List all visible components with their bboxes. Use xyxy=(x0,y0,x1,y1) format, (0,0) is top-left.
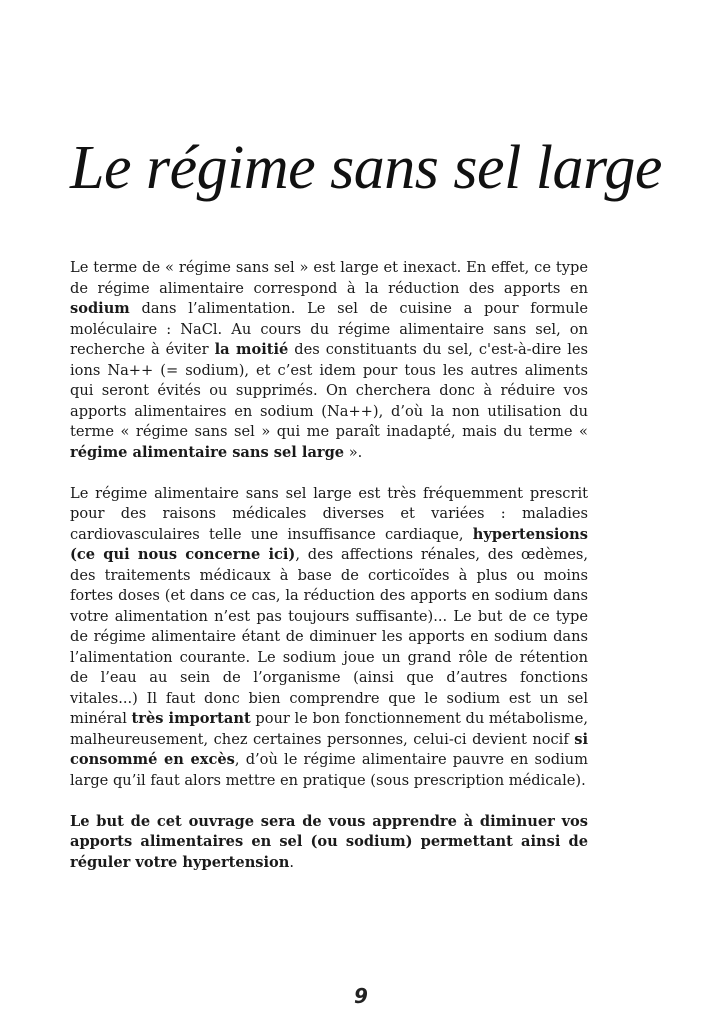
body-text xyxy=(70,258,588,894)
page-number: 9 xyxy=(354,984,368,1008)
emphasis-regime-sans-sel-large: régime alimentaire sans sel large xyxy=(70,443,345,461)
text-run: dans l’alimentation. Le sel de cuisine a pour formule moléculaire : NaCl. Au cours du régime alimentaire sans sel, on recherche à éviter xyxy=(70,300,588,358)
paragraph-prescription xyxy=(70,484,588,792)
text-run: pour le bon fonctionnement du métabolisme, malheureusement, chez certaines personnes, celui-ci devient nocif xyxy=(70,710,588,748)
emphasis-la-moitie: la moitié xyxy=(214,341,289,358)
paragraph-conclusion xyxy=(70,812,588,874)
text-run-period: . xyxy=(289,853,295,871)
text-run: , d’où le régime alimentaire pauvre en sodium large qu’il faut alors mettre en pratique (sous prescription médicale). xyxy=(70,751,588,789)
text-run: des constituants du sel, c'est-à-dire les ions Na++ (= sodium), et c’est idem pour tous les autres aliments qui seront évités ou supprimés. On cherchera donc à réduire vos apports alimentaires en sodium (Na++), d’où la non utilisation du terme « régime sans sel » qui me paraît inadapté, mais du terme « xyxy=(70,341,588,440)
emphasis-sodium: sodium xyxy=(70,300,130,317)
page-title: Le régime sans sel large xyxy=(70,134,662,202)
text-run: , des affections rénales, des œdèmes, des traitements médicaux à base de corticoïdes à plus ou moins fortes doses (et dans ce cas, la réduction des apports en sodium dans votre alimentation n’est pas toujours suffisante)... Le but de ce type de régime alimentaire étant de diminuer les apports en sodium dans l’alimentation courante. Le sodium joue un grand rôle de rétention de l’eau au sein de l’organisme (ainsi que d’autres fonctions vitales...) Il faut donc bien comprendre que le sodium est un sel minéral xyxy=(70,546,588,727)
emphasis-exces: si consommé en excès xyxy=(70,730,588,768)
emphasis-hypertensions: hypertensions (ce qui nous concerne ici) xyxy=(70,525,588,563)
paragraph-intro xyxy=(70,258,588,463)
text-run: ». xyxy=(344,443,363,461)
text-run: Le but de cet ouvrage sera de vous apprendre à diminuer vos apports alimentaires en sel (ou sodium) permettant ainsi de réguler votre hypertension xyxy=(70,812,588,871)
emphasis-tres-important: très important xyxy=(131,710,251,727)
text-run: Le régime alimentaire sans sel large est très fréquemment prescrit pour des raisons médicales diverses et variées : maladies cardiovasculaires telle une insuffisance cardiaque, xyxy=(70,484,588,543)
text-run: Le terme de « régime sans sel » est large et inexact. En effet, ce type de régime alimentaire correspond à la réduction des apports en xyxy=(70,259,588,297)
